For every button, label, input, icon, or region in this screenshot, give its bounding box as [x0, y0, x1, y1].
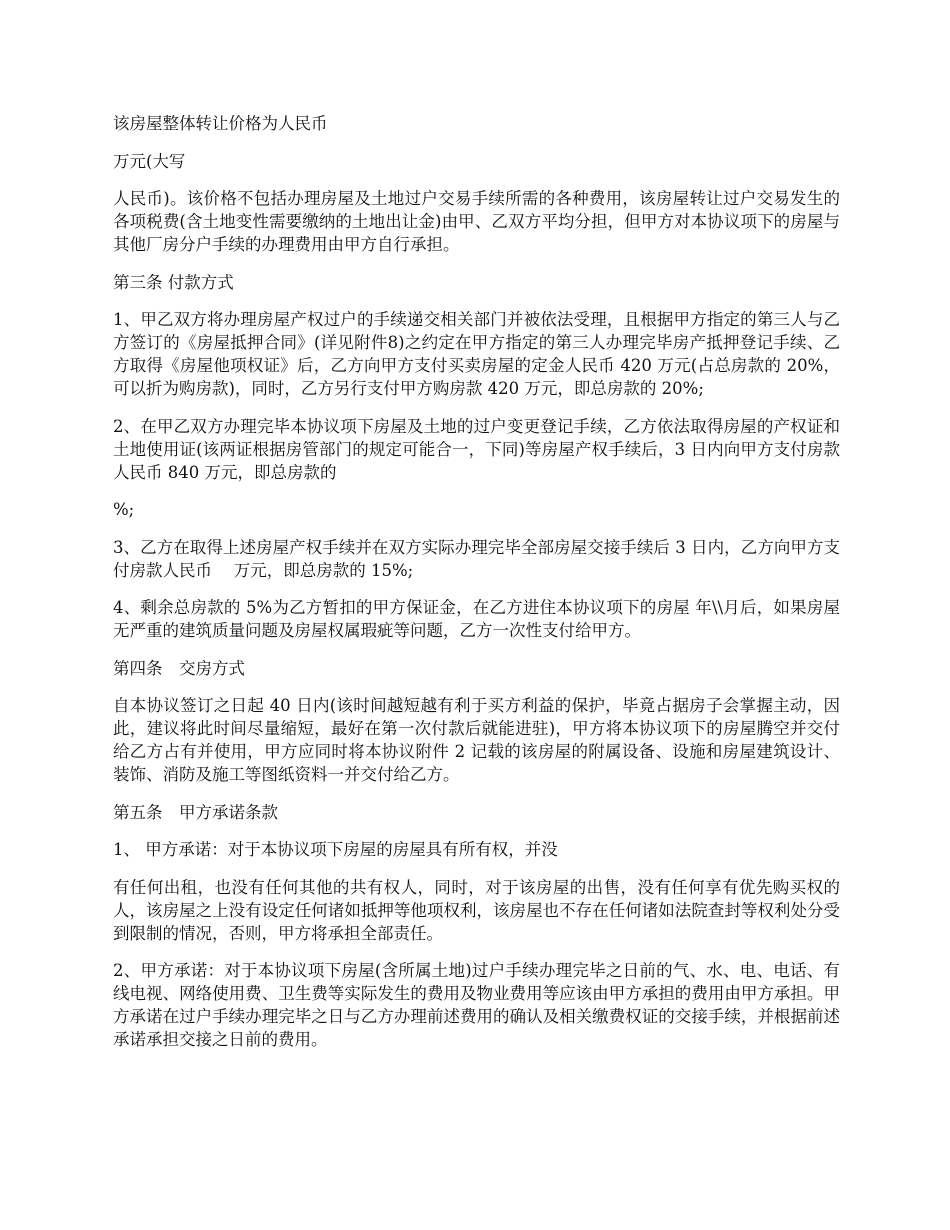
article-5-heading: 第五条 甲方承诺条款 — [113, 802, 278, 822]
article-3-heading: 第三条 付款方式 — [113, 272, 234, 292]
document-body — [113, 112, 840, 1066]
seller-commitment-2: 2、甲方承诺：对于本协议项下房屋(含所属土地)过户手续办理完毕之日前的气、水、电、电话、有线电视、网络使用费、卫生费等实际发生的费用及物业费用等应该由甲方承担的费用由甲方承担。甲方承诺在过户手续办理完毕之日与乙方办理前述费用的确认及相关缴费权证的交接手续，并根据前述承诺承担交接之日前的费用。 — [113, 961, 840, 1049]
payment-clause-3: 3、乙方在取得上述房屋产权手续并在双方实际办理完毕全部房屋交接手续后 3 日内，乙方向甲方支付房款人民币 万元，即总房款的 15%; — [113, 537, 840, 580]
article-4-heading: 第四条 交房方式 — [113, 658, 245, 678]
payment-clause-1: 1、甲乙双方将办理房屋产权过户的手续递交相关部门并被依法受理，且根据甲方指定的第三人与乙方签订的《房屋抵押合同》(详见附件8)之约定在甲方指定的第三人办理完毕房产抵押登记手续、乙方取得《房屋他项权证》后，乙方向甲方支付买卖房屋的定金人民币 420 万元(占总房款的 20%，可以折为购房款)，同时，乙方另行支付甲方购房款 420 万元，即总房款的 20%; — [113, 310, 840, 398]
delivery-clause: 自本协议签订之日起 40 日内(该时间越短越有利于买方利益的保护，毕竟占据房子会掌握主动，因此，建议将此时间尽量缩短，最好在第一次付款后就能进驻)，甲方将本协议项下的房屋腾空并交付给乙方占有并使用，甲方应同时将本协议附件 2 记载的该房屋的附属设备、设施和房屋建筑设计、装饰、消防及施工等图纸资料一并交付给乙方。 — [113, 696, 840, 784]
price-uppercase-paragraph: 万元(大写 — [113, 151, 186, 171]
price-terms-paragraph: 人民币)。该价格不包括办理房屋及土地过户交易手续所需的各种费用，该房屋转让过户交易发生的各项税费(含土地变性需要缴纳的土地出让金)由甲、乙双方平均分担，但甲方对本协议项下的房屋与其他厂房分户手续的办理费用由甲方自行承担。 — [113, 189, 840, 254]
payment-clause-4: 4、剩余总房款的 5%为乙方暂扣的甲方保证金，在乙方进住本协议项下的房屋 年\\月后，如果房屋无严重的建筑质量问题及房屋权属瑕疵等问题，乙方一次性支付给甲方。 — [113, 598, 840, 640]
price-paragraph: 该房屋整体转让价格为人民币 — [113, 114, 328, 133]
seller-commitment-1-start: 1、 甲方承诺：对于本协议项下房屋的房屋具有所有权，并没 — [113, 840, 558, 859]
seller-commitment-1-continued: 有任何出租，也没有任何其他的共有权人，同时，对于该房屋的出售，没有任何享有优先购买权的人，该房屋之上没有设定任何诸如抵押等他项权利，该房屋也不存在任何诸如法院查封等权利处分受到限制的情况，否则，甲方将承担全部责任。 — [113, 877, 840, 943]
payment-clause-2: 2、在甲乙双方办理完毕本协议项下房屋及土地的过户变更登记手续，乙方依法取得房屋的产权证和土地使用证(该两证根据房管部门的规定可能合一，下同)等房屋产权手续后，3 日内向甲方支付房款人民币 840 万元，即总房款的 — [113, 416, 840, 482]
payment-clause-2-percent: %; — [113, 500, 135, 519]
